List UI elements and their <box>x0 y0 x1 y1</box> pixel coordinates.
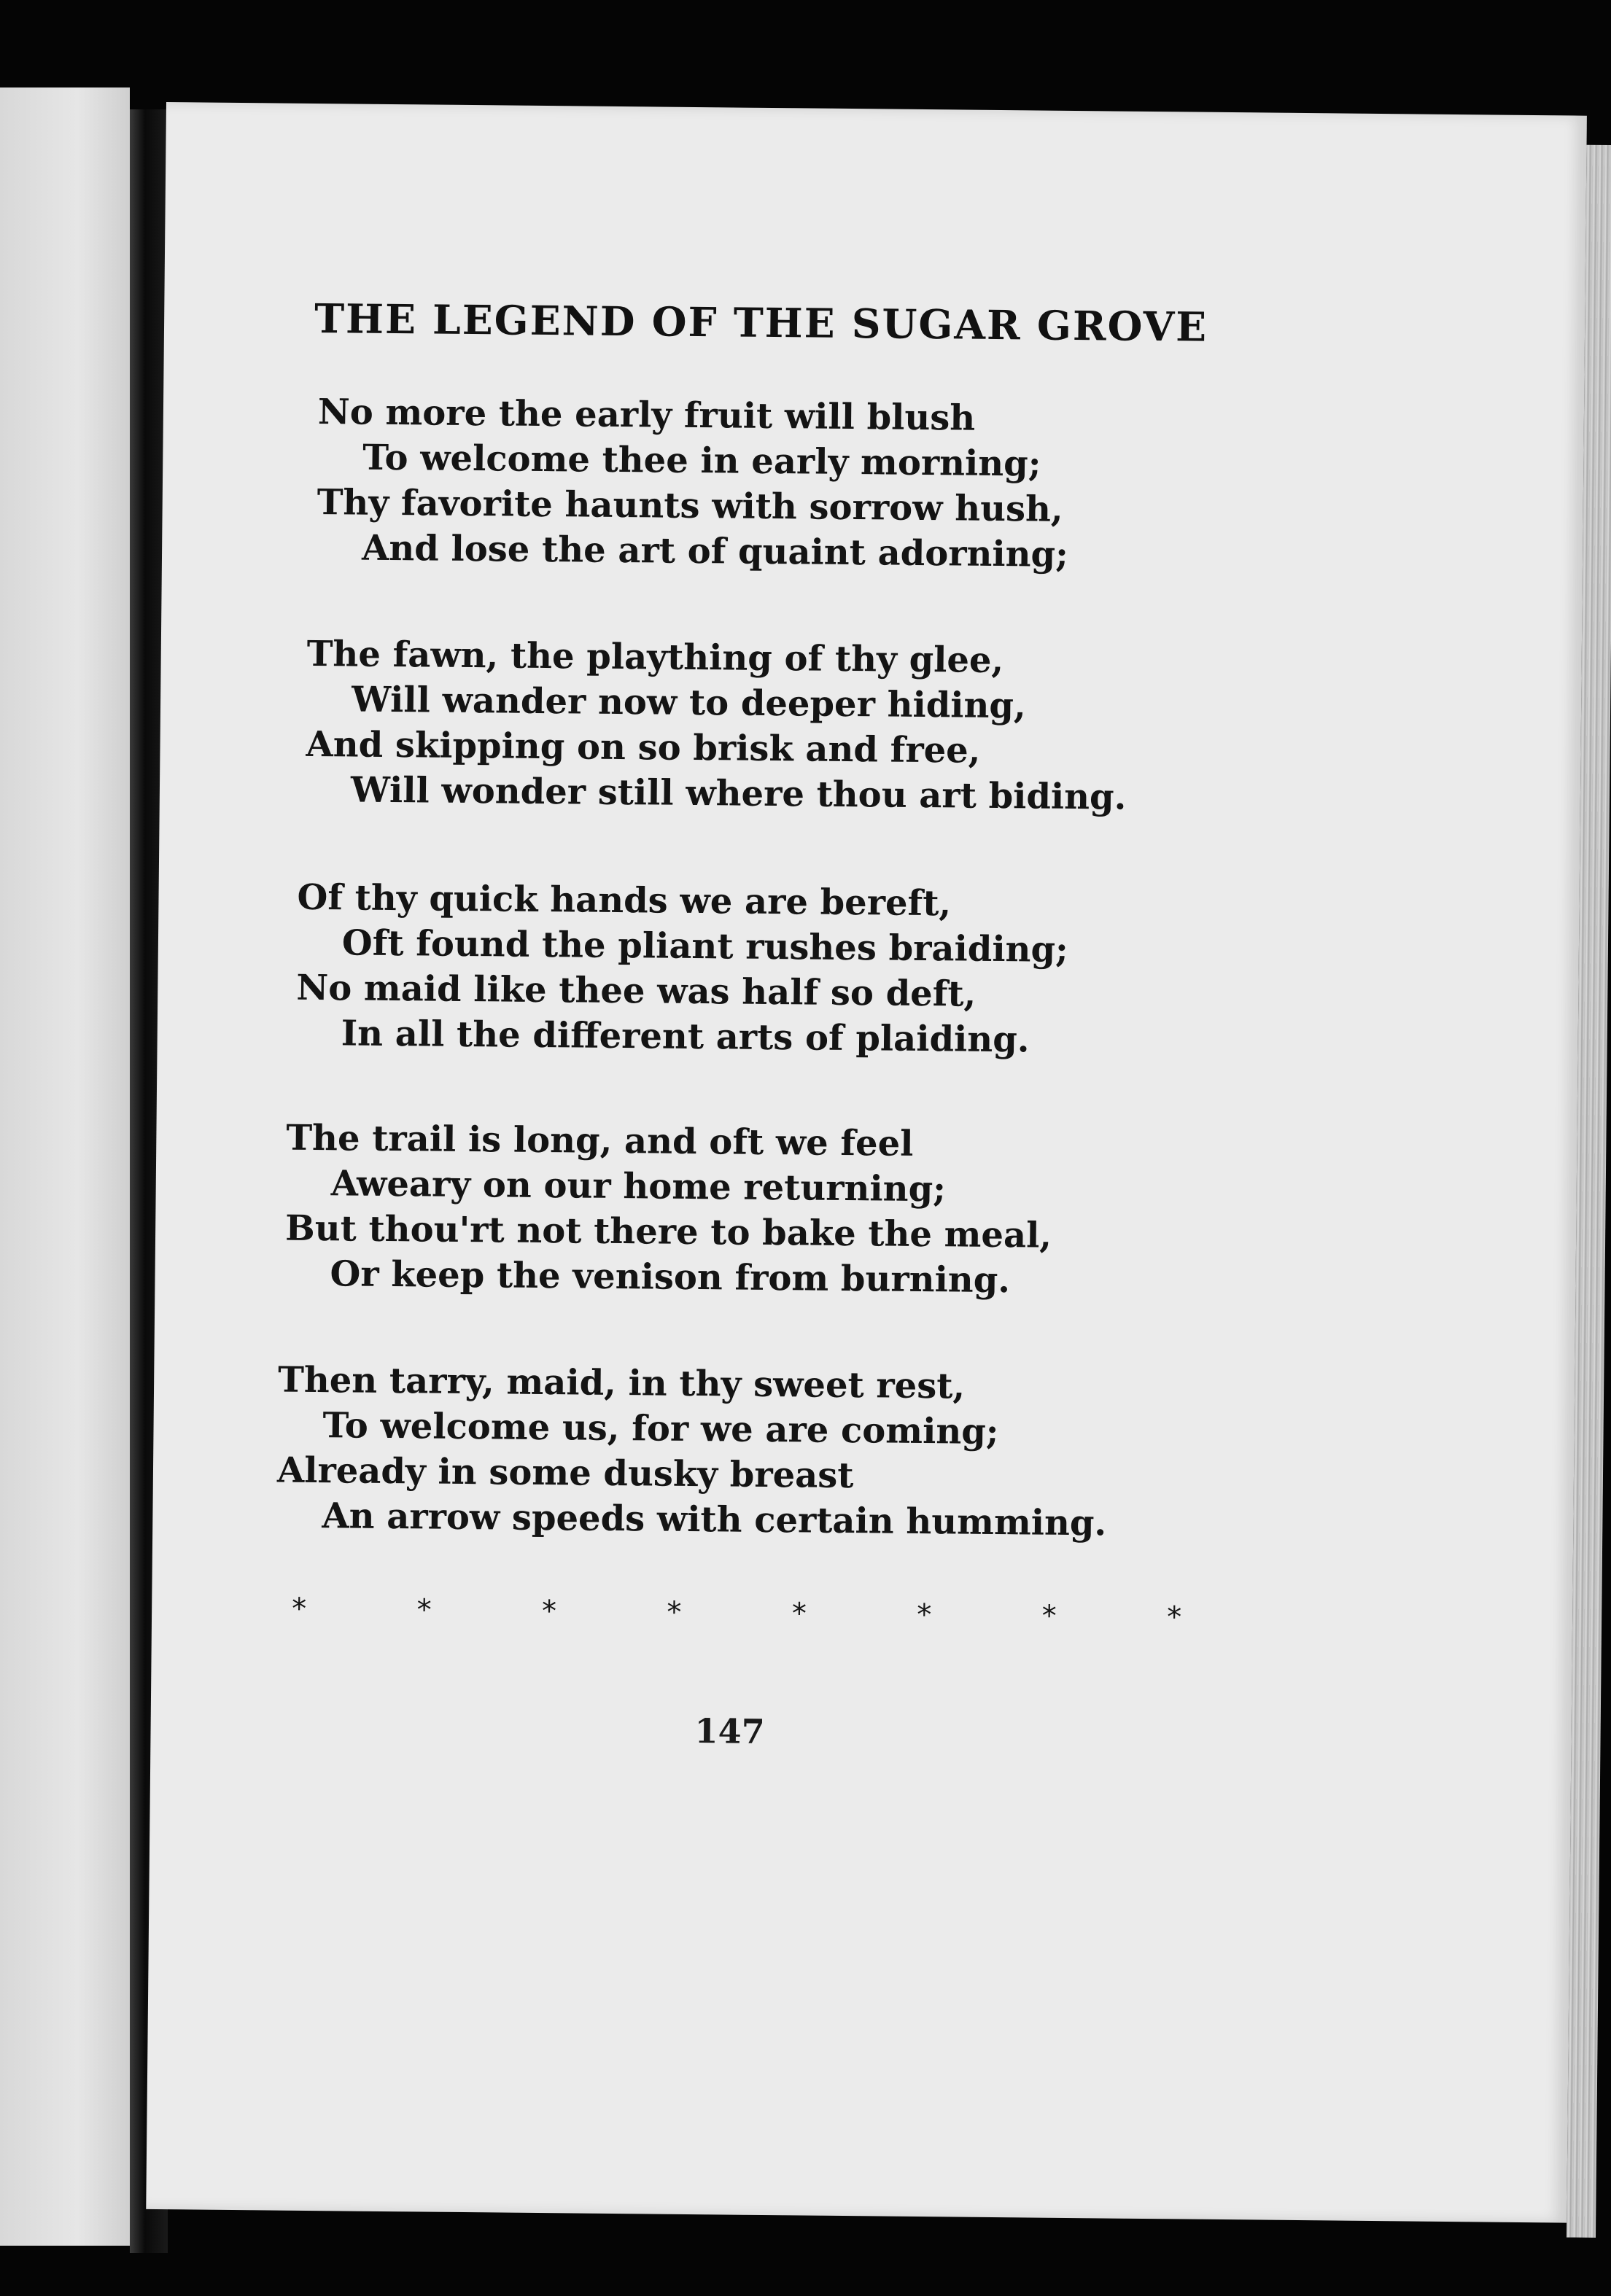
stanza-5 <box>276 1358 1518 1550</box>
asterisk-ornament: * <box>667 1595 682 1630</box>
poem-title: THE LEGEND OF THE SUGAR GROVE <box>314 294 1208 351</box>
poem-line: Aweary on our home returning; <box>330 1163 947 1210</box>
asterisk-ornament: * <box>541 1595 557 1629</box>
poem-line: No maid like thee was half so deft, <box>296 967 977 1015</box>
asterisk-ornament: * <box>917 1598 932 1633</box>
poem-line: But thou'rt not there to bake the meal, <box>284 1207 1052 1256</box>
poem-line: To welcome thee in early morning; <box>362 437 1041 485</box>
poem-line: And skipping on so brisk and free, <box>306 723 981 771</box>
poem-line: To welcome us, for we are coming; <box>322 1405 999 1453</box>
poem-line: No more the early fruit will blush <box>317 392 976 439</box>
poem-line: Of thy quick hands we are bereft, <box>297 876 952 925</box>
poem-line: An arrow speeds with certain humming. <box>322 1495 1107 1544</box>
poem-line: Will wander now to deeper hiding, <box>351 679 1026 727</box>
asterisk-ornament: * <box>1166 1600 1182 1635</box>
poem-line: Oft found the pliant rushes braiding; <box>341 922 1069 970</box>
poem-line: Already in some dusky breast <box>276 1449 854 1497</box>
poem-line: Will wonder still where thou art biding. <box>350 769 1127 818</box>
asterisk-ornament: * <box>791 1597 807 1631</box>
asterisk-ornament: * <box>291 1592 307 1626</box>
asterisk-ornament: * <box>416 1593 432 1627</box>
page-number: 147 <box>694 1711 765 1751</box>
poem-line: The trail is long, and oft we feel <box>286 1117 914 1164</box>
asterism-divider <box>284 1592 1189 1635</box>
poem-line: Or keep the venison from burning. <box>330 1253 1011 1301</box>
asterisk-ornament: * <box>1041 1599 1057 1633</box>
poem-line: In all the different arts of plaiding. <box>341 1013 1030 1061</box>
facing-page-edge <box>0 87 130 2246</box>
poem-line: Thy favorite haunts with sorrow hush, <box>317 482 1063 530</box>
stanza-1 <box>317 389 1558 582</box>
book-page <box>146 102 1587 2223</box>
stanza-4 <box>284 1116 1526 1308</box>
poem-line: Then tarry, maid, in thy sweet rest, <box>277 1359 966 1407</box>
page-fore-edge <box>1567 145 1611 2238</box>
stanza-3 <box>295 875 1537 1067</box>
poem-line: And lose the art of quaint adorning; <box>361 527 1069 575</box>
stanza-2 <box>306 631 1547 824</box>
poem-line: The fawn, the plaything of thy glee, <box>306 633 1004 682</box>
